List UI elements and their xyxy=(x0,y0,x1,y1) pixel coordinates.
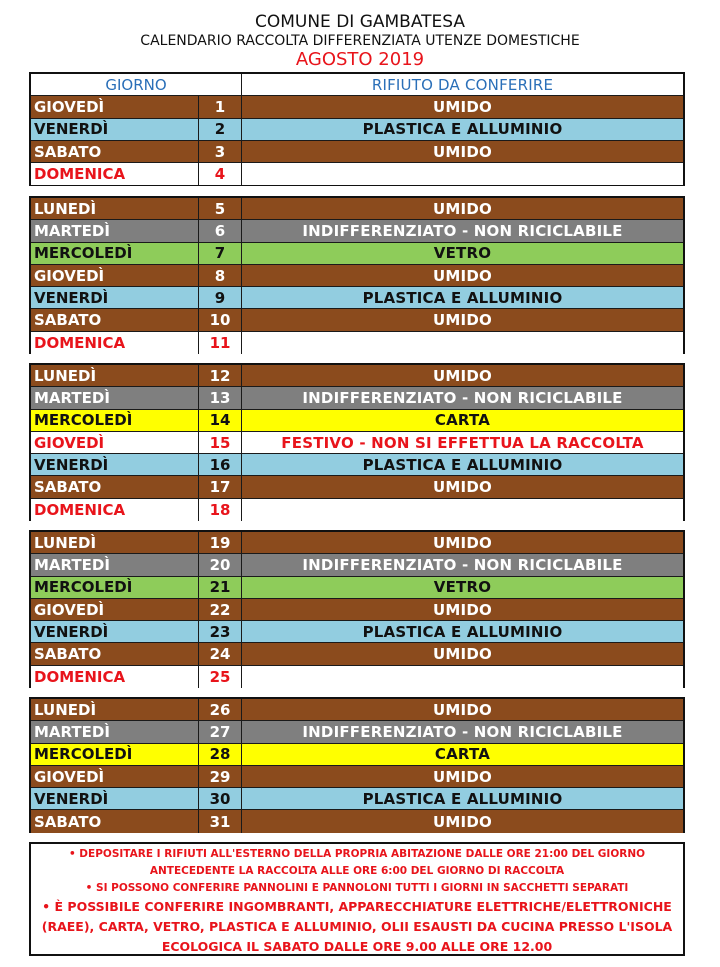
waste-type: UMIDO xyxy=(433,645,492,664)
day-number: 4 xyxy=(199,163,242,185)
column-header-giorno: GIORNO xyxy=(31,74,242,95)
note-ecological-island: • È POSSIBILE CONFERIRE INGOMBRANTI, APPARECCHIATURE ELETTRICHE/ELETTRONICHE (RAEE), CARTA, VETRO, PLASTICA E ALLUMINIO, OLII ESAUSTI DA CUCINA PRESSO L'ISOLA ECOLOGICA IL SABATO DALLE ORE 9.00 ALLE ORE 12.00 xyxy=(41,899,673,954)
day-name: VENERDÌ xyxy=(31,287,199,308)
day-number: 25 xyxy=(199,666,242,688)
day-number: 5 xyxy=(199,198,242,219)
day-name: SABATO xyxy=(31,810,199,832)
table-row xyxy=(31,387,683,409)
day-name: VENERDÌ xyxy=(31,454,199,475)
day-name: GIOVEDÌ xyxy=(31,599,199,620)
day-number: 30 xyxy=(199,788,242,809)
day-number: 3 xyxy=(199,141,242,162)
table-row xyxy=(31,119,683,141)
calendar-subtitle: CALENDARIO RACCOLTA DIFFERENZIATA UTENZE DOMESTICHE xyxy=(140,33,580,49)
day-number: 8 xyxy=(199,265,242,286)
month-title: AGOSTO 2019 xyxy=(295,49,425,70)
waste-type: VETRO xyxy=(433,578,492,597)
waste-type: INDIFFERENZIATO - NON RICICLABILE xyxy=(302,221,623,240)
table-row xyxy=(31,198,683,220)
table-row xyxy=(31,766,683,788)
table-row xyxy=(31,220,683,242)
table-row xyxy=(31,599,683,621)
waste-type: CARTA xyxy=(434,411,491,430)
day-name: MARTEDÌ xyxy=(31,387,199,408)
table-row xyxy=(31,476,683,498)
day-number: 15 xyxy=(199,432,242,453)
day-number: 21 xyxy=(199,577,242,598)
waste-type: UMIDO xyxy=(433,700,492,719)
day-name: MERCOLEDÌ xyxy=(31,410,199,431)
week-block-2 xyxy=(29,196,685,354)
day-name: MARTEDÌ xyxy=(31,721,199,742)
day-name: MERCOLEDÌ xyxy=(31,243,199,264)
table-row xyxy=(31,577,683,599)
day-name: SABATO xyxy=(31,476,199,497)
day-number: 9 xyxy=(199,287,242,308)
waste-type: UMIDO xyxy=(433,266,492,285)
day-number: 13 xyxy=(199,387,242,408)
week-block-4 xyxy=(29,530,685,688)
day-number: 7 xyxy=(199,243,242,264)
day-name: LUNEDÌ xyxy=(31,699,199,720)
note-diapers: • SI POSSONO CONFERIRE PANNOLINI E PANNOLONI TUTTI I GIORNI IN SACCHETTI SEPARATI xyxy=(85,882,629,894)
table-row xyxy=(31,788,683,810)
waste-type: INDIFFERENZIATO - NON RICICLABILE xyxy=(302,555,623,574)
waste-type: UMIDO xyxy=(433,366,492,385)
day-number: 28 xyxy=(199,744,242,765)
day-name: VENERDÌ xyxy=(31,788,199,809)
table-row xyxy=(31,721,683,743)
waste-type: UMIDO xyxy=(433,478,492,497)
table-row xyxy=(31,621,683,643)
day-number: 27 xyxy=(199,721,242,742)
waste-type: PLASTICA E ALLUMINIO xyxy=(362,288,563,307)
waste-type: UMIDO xyxy=(433,600,492,619)
day-name: GIOVEDÌ xyxy=(31,766,199,787)
table-row xyxy=(31,332,683,354)
table-row xyxy=(31,410,683,432)
day-number: 16 xyxy=(199,454,242,475)
table-row xyxy=(31,744,683,766)
day-name: DOMENICA xyxy=(31,666,199,688)
day-name: DOMENICA xyxy=(31,163,199,185)
table-row xyxy=(31,432,683,454)
table-row xyxy=(31,141,683,163)
day-number: 14 xyxy=(199,410,242,431)
waste-type: UMIDO xyxy=(433,311,492,330)
day-name: MARTEDÌ xyxy=(31,554,199,575)
table-row xyxy=(31,287,683,309)
day-number: 1 xyxy=(199,96,242,117)
day-name: GIOVEDÌ xyxy=(31,265,199,286)
week-block-3 xyxy=(29,363,685,521)
day-name: VENERDÌ xyxy=(31,119,199,140)
day-number: 6 xyxy=(199,220,242,241)
day-name: GIOVEDÌ xyxy=(31,432,199,453)
day-number: 10 xyxy=(199,309,242,330)
day-name: GIOVEDÌ xyxy=(31,96,199,117)
waste-type xyxy=(242,666,683,688)
day-name: MERCOLEDÌ xyxy=(31,577,199,598)
waste-type: PLASTICA E ALLUMINIO xyxy=(362,622,563,641)
day-name: SABATO xyxy=(31,141,199,162)
day-number: 29 xyxy=(199,766,242,787)
waste-type: PLASTICA E ALLUMINIO xyxy=(362,455,563,474)
day-name: SABATO xyxy=(31,643,199,664)
waste-type: CARTA xyxy=(434,745,491,764)
table-row xyxy=(31,163,683,185)
note-deposit-hours: • DEPOSITARE I RIFIUTI ALL'ESTERNO DELLA PROPRIA ABITAZIONE DALLE ORE 21:00 DEL GIORNO ANTECEDENTE LA RACCOLTA ALLE ORE 6:00 DEL GIORNO DI RACCOLTA xyxy=(68,848,646,877)
waste-type: UMIDO xyxy=(433,199,492,218)
waste-type: PLASTICA E ALLUMINIO xyxy=(362,789,563,808)
day-number: 19 xyxy=(199,532,242,553)
table-row xyxy=(31,810,683,832)
day-number: 18 xyxy=(199,499,242,521)
day-number: 11 xyxy=(199,332,242,354)
day-number: 20 xyxy=(199,554,242,575)
table-row xyxy=(31,454,683,476)
waste-type xyxy=(242,332,683,354)
notes-box xyxy=(29,842,685,956)
table-row xyxy=(31,309,683,331)
waste-type: UMIDO xyxy=(433,142,492,161)
day-name: MARTEDÌ xyxy=(31,220,199,241)
waste-type: PLASTICA E ALLUMINIO xyxy=(362,120,563,139)
day-name: MERCOLEDÌ xyxy=(31,744,199,765)
table-header-row xyxy=(31,74,683,96)
table-row xyxy=(31,365,683,387)
day-name: LUNEDÌ xyxy=(31,198,199,219)
table-row xyxy=(31,699,683,721)
table-row xyxy=(31,265,683,287)
day-number: 2 xyxy=(199,119,242,140)
day-name: SABATO xyxy=(31,309,199,330)
day-number: 24 xyxy=(199,643,242,664)
comune-title: COMUNE DI GAMBATESA xyxy=(254,12,466,32)
waste-type: UMIDO xyxy=(433,767,492,786)
waste-type: VETRO xyxy=(433,244,492,263)
day-name: LUNEDÌ xyxy=(31,532,199,553)
day-number: 23 xyxy=(199,621,242,642)
table-row xyxy=(31,666,683,688)
day-number: 17 xyxy=(199,476,242,497)
day-name: LUNEDÌ xyxy=(31,365,199,386)
waste-type xyxy=(242,499,683,521)
week-block-1 xyxy=(29,72,685,186)
waste-type xyxy=(242,163,683,185)
table-row xyxy=(31,96,683,118)
table-row xyxy=(31,532,683,554)
waste-type: UMIDO xyxy=(433,97,492,116)
waste-type: UMIDO xyxy=(433,533,492,552)
day-number: 12 xyxy=(199,365,242,386)
day-number: 22 xyxy=(199,599,242,620)
column-header-rifiuto: RIFIUTO DA CONFERIRE xyxy=(371,75,554,94)
waste-type: FESTIVO - NON SI EFFETTUA LA RACCOLTA xyxy=(281,433,644,452)
day-name: VENERDÌ xyxy=(31,621,199,642)
day-name: DOMENICA xyxy=(31,499,199,521)
waste-type: INDIFFERENZIATO - NON RICICLABILE xyxy=(302,388,623,407)
table-row xyxy=(31,643,683,665)
day-number: 26 xyxy=(199,699,242,720)
week-block-5 xyxy=(29,697,685,833)
table-row xyxy=(31,554,683,576)
waste-type: UMIDO xyxy=(433,812,492,831)
day-number: 31 xyxy=(199,810,242,832)
table-row xyxy=(31,499,683,521)
day-name: DOMENICA xyxy=(31,332,199,354)
table-row xyxy=(31,243,683,265)
waste-type: INDIFFERENZIATO - NON RICICLABILE xyxy=(302,722,623,741)
